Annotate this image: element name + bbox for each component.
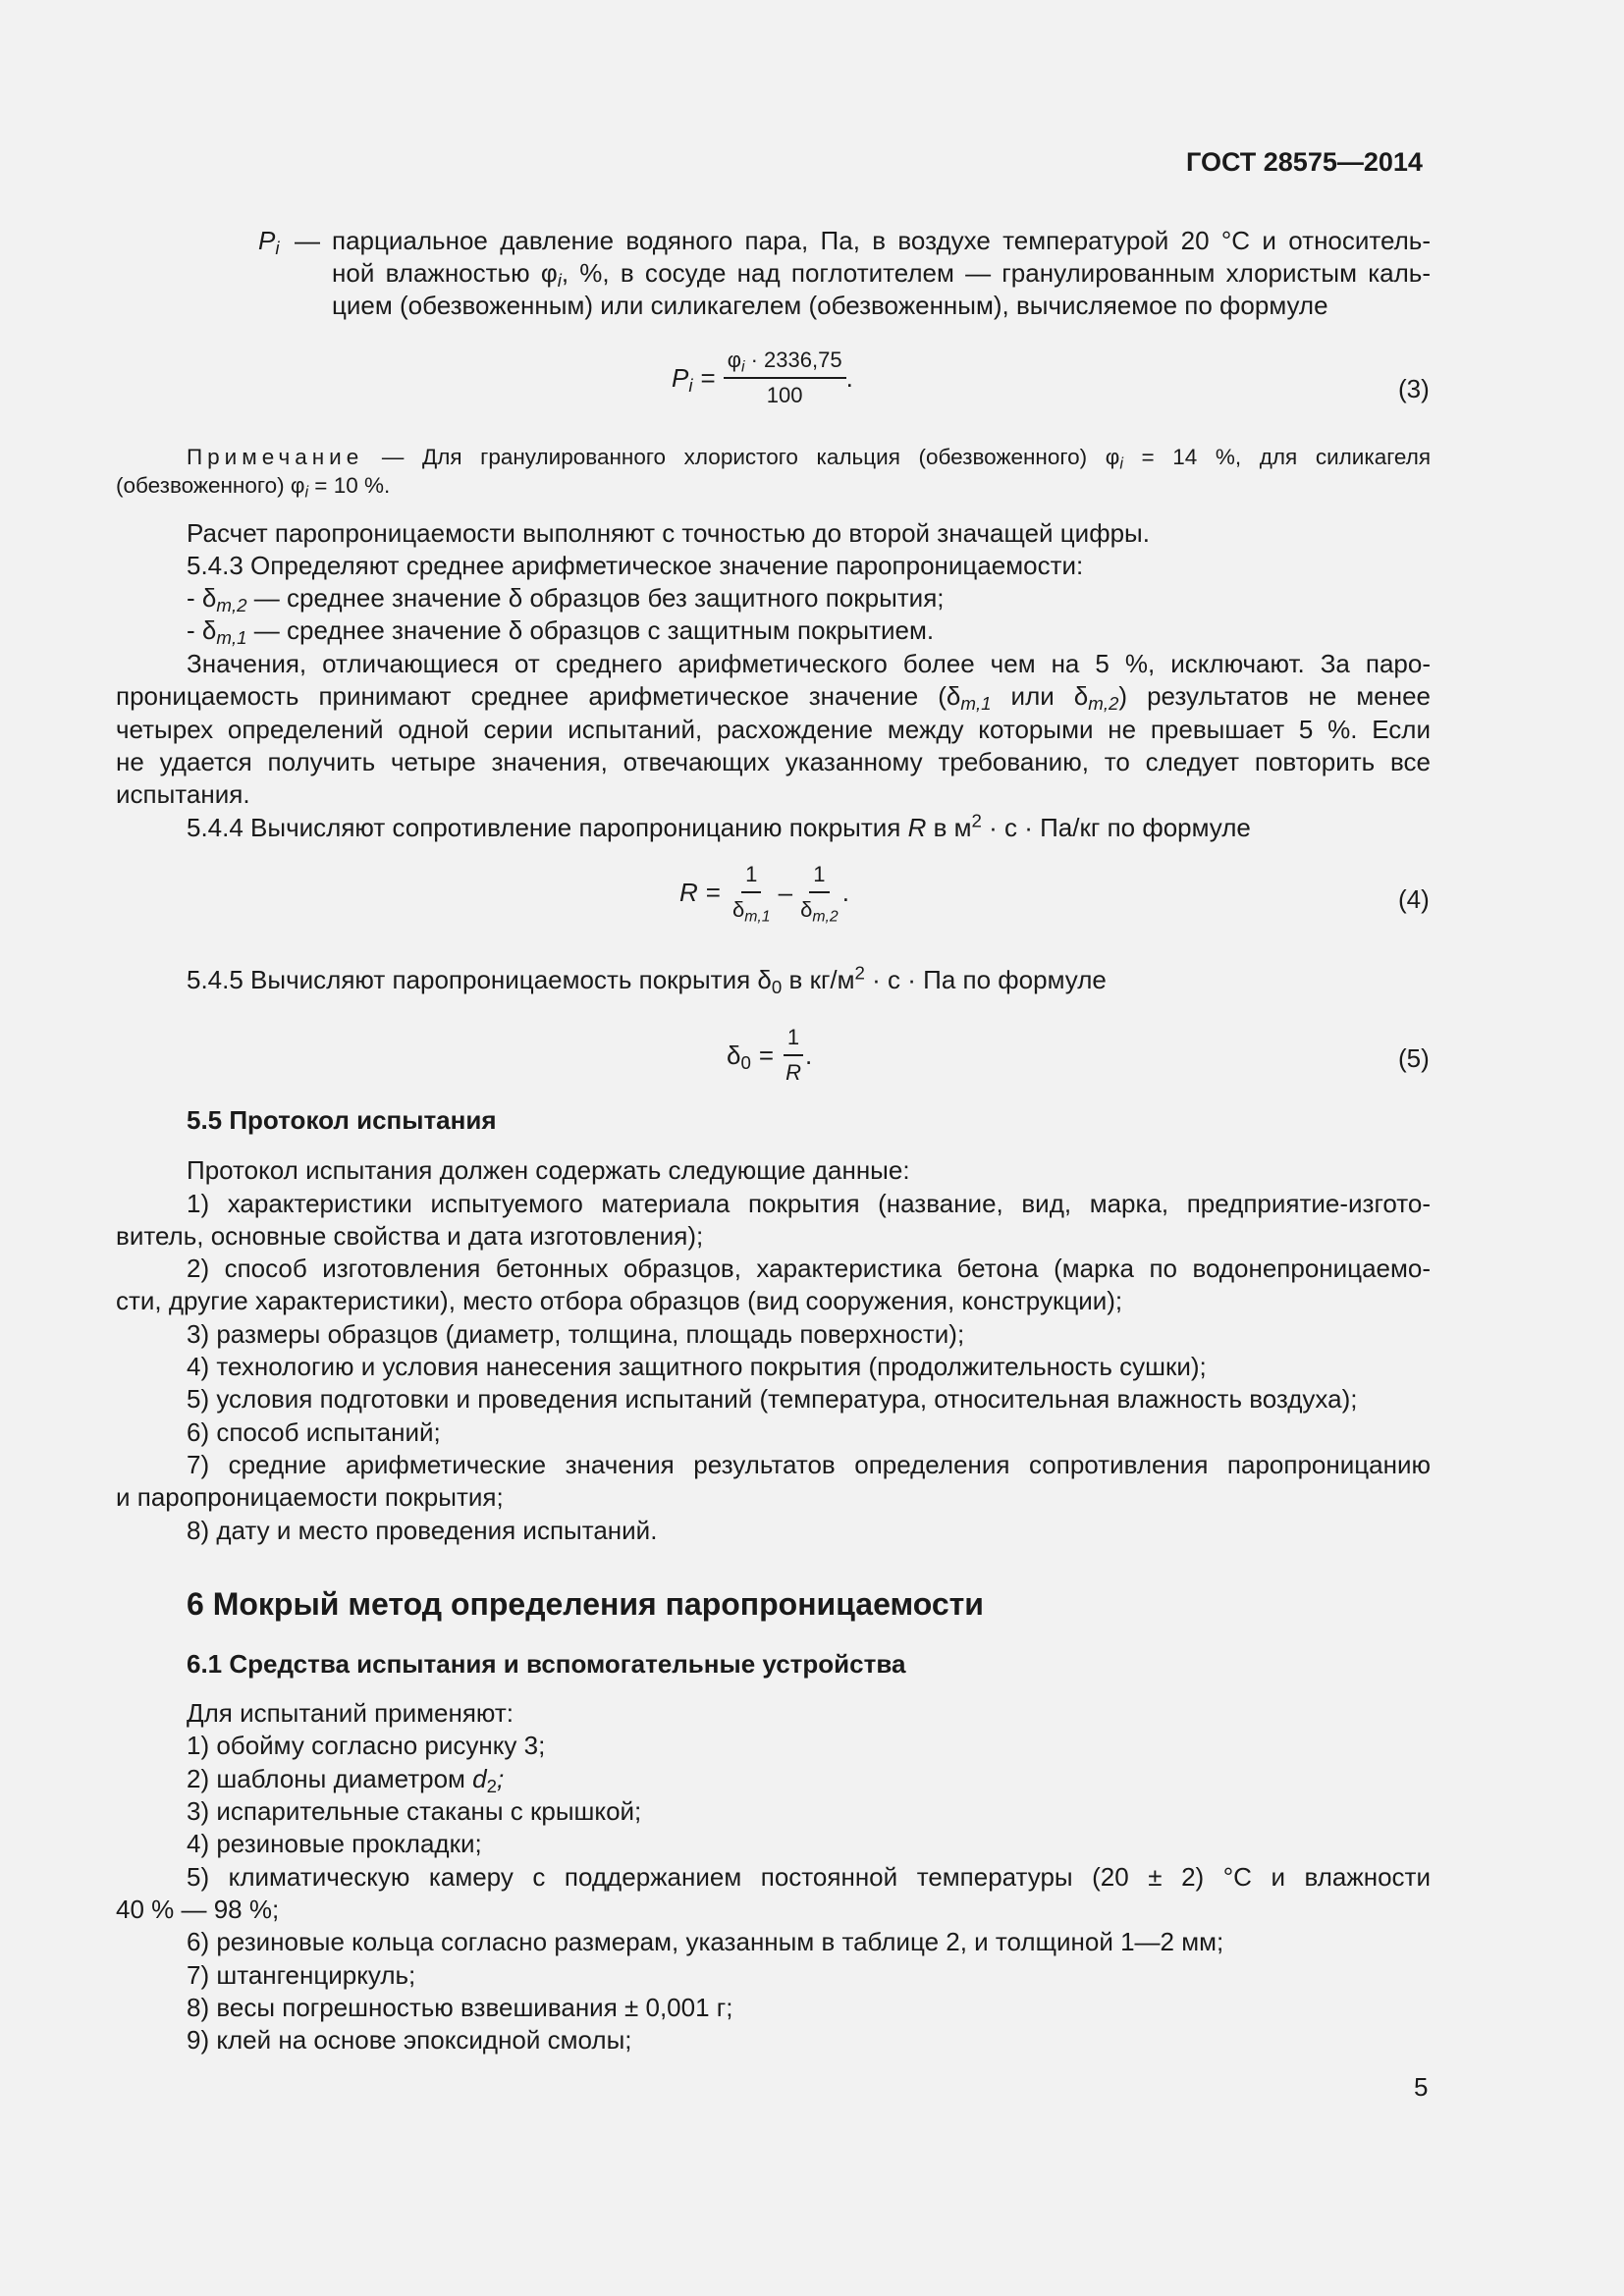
bullet-delta-m1: - $\delta_{m,1}$ — среднее значение δ образцов с защитным покрытием. [187, 615, 935, 649]
protocol-item-7-line2: и паропроницаемости покрытия; [116, 1482, 504, 1512]
section-6-title: 6 Мокрый метод определения паропроницаемости [187, 1586, 984, 1622]
values-para-line4: не удается получить четыре значения, отвечающих указанному требованию, то следует повторить все [116, 747, 1431, 776]
protocol-item-6: 6) способ испытаний; [187, 1417, 441, 1447]
protocol-item-4: 4) технологию и условия нанесения защитного покрытия (продолжительность сушки); [187, 1352, 1207, 1381]
protocol-item-5: 5) условия подготовки и проведения испытаний (температура, относительная влажность воздуха); [187, 1384, 1358, 1414]
equipment-item-4: 4) резиновые прокладки; [187, 1829, 482, 1858]
note-line2: (обезвоженного) $\varphi_i = 10$ %. [116, 473, 391, 502]
equation-5-number: (5) [1398, 1043, 1430, 1073]
equipment-item-8: 8) весы погрешностью взвешивания ± 0,001 г; [187, 1993, 733, 2022]
values-para-line1: Значения, отличающиеся от среднего арифметического более чем на 5 %, исключают. За паро- [187, 649, 1431, 678]
equation-3: $P_i$ = $\frac{\varphi_i \cdot 2336,75}{100}$ . [672, 347, 853, 407]
values-para-line2: проницаемость принимают среднее арифметическое значение ($\delta_{m,1}$ или $\delta_{m,2}$) результатов не менее [116, 681, 1431, 715]
equation-4-fraction-2: $\frac{1}{\delta_{m,2}}$ [800, 862, 839, 926]
equation-5: $\delta_0$ = $\frac{1}{R}$ . [727, 1025, 813, 1085]
equipment-item-9: 9) клей на основе эпоксидной смолы; [187, 2025, 632, 2055]
pi-def-line3: цием (обезвоженным) или силикагелем (обезвоженным), вычисляемое по формуле [332, 291, 1328, 320]
section-5-5-title: 5.5 Протокол испытания [187, 1105, 497, 1135]
note-line1: Примечание — Для гранулированного хлористого кальция (обезвоженного) $\varphi_i = 14$ %, для силикагеля [187, 445, 1432, 473]
page-number: 5 [1414, 2072, 1429, 2102]
equipment-intro: Для испытаний применяют: [187, 1698, 514, 1728]
equation-4: R = $\frac{1}{\delta_{m,1}}$ – $\frac{1}{\delta_{m,2}}$ . [679, 862, 849, 926]
protocol-intro: Протокол испытания должен содержать следующие данные: [187, 1155, 910, 1185]
protocol-item-3: 3) размеры образцов (диаметр, толщина, площадь поверхности); [187, 1319, 965, 1349]
pi-def-line1: парциальное давление водяного пара, Па, в воздухе температурой 20 °С и относитель- [332, 226, 1431, 255]
pi-symbol: $P_i$ [258, 226, 280, 259]
equation-3-fraction: $\frac{\varphi_i \cdot 2336,75}{100}$ [724, 347, 846, 408]
equipment-item-3: 3) испарительные стаканы с крышкой; [187, 1796, 642, 1826]
equipment-item-1: 1) обойму согласно рисунку 3; [187, 1731, 546, 1760]
equation-5-fraction: $\frac{1}{R}$ [782, 1025, 805, 1086]
equation-4-fraction-1: $\frac{1}{\delta_{m,1}}$ [731, 862, 771, 926]
protocol-item-2-line2: сти, другие характеристики), место отбора образцов (вид сооружения, конструкции); [116, 1286, 1123, 1315]
equation-3-number: (3) [1398, 374, 1430, 403]
protocol-item-8: 8) дату и место проведения испытаний. [187, 1516, 658, 1545]
values-para-line3: четырех определений одной серии испытаний, расхождение между которыми не превышает 5 %. Если [116, 715, 1431, 744]
equipment-item-2: 2) шаблоны диаметром $d_2$; [187, 1764, 505, 1797]
equation-4-number: (4) [1398, 884, 1430, 914]
protocol-item-1-line1: 1) характеристики испытуемого материала покрытия (название, вид, марка, предприятие-изгото- [187, 1189, 1431, 1218]
equipment-item-6: 6) резиновые кольца согласно размерам, указанным в таблице 2, и толщиной 1—2 мм; [187, 1927, 1224, 1956]
protocol-item-2-line1: 2) способ изготовления бетонных образцов, характеристика бетона (марка по водонепроницаемо- [187, 1254, 1431, 1283]
values-para-line5: испытания. [116, 779, 250, 809]
equipment-item-7: 7) штангенциркуль; [187, 1960, 416, 1990]
pi-def-line2: ной влажностью $\varphi_i$, %, в сосуде над поглотителем — гранулированным хлористым каль- [332, 258, 1431, 292]
clause-5-4-5: 5.4.5 Вычисляют паропроницаемость покрытия $\delta_0$ в $кг/м^2 \cdot с$ · Па по формуле [187, 962, 1107, 998]
pi-dash: — [295, 226, 320, 255]
section-6-1-title: 6.1 Средства испытания и вспомогательные устройства [187, 1649, 906, 1679]
equipment-item-5-line1: 5) климатическую камеру с поддержанием постоянной температуры (20 ± 2) °С и влажности [187, 1862, 1431, 1892]
equipment-item-5-line2: 40 % — 98 %; [116, 1895, 280, 1924]
clause-5-4-4: 5.4.4 Вычисляют сопротивление паропроницанию покрытия R в $м^2 \cdot с \cdot Па/кг$ по формуле [187, 810, 1251, 842]
clause-5-4-3: 5.4.3 Определяют среднее арифметическое значение паропроницаемости: [187, 551, 1084, 580]
bullet-delta-m2: - $\delta_{m,2}$ — среднее значение δ образцов без защитного покрытия; [187, 583, 945, 616]
protocol-item-1-line2: витель, основные свойства и дата изготовления); [116, 1221, 704, 1251]
protocol-item-7-line1: 7) средние арифметические значения результатов определения сопротивления паропроницанию [187, 1450, 1431, 1479]
document-header: ГОСТ 28575—2014 [1186, 147, 1423, 177]
accuracy-paragraph: Расчет паропроницаемости выполняют с точностью до второй значащей цифры. [187, 518, 1150, 548]
